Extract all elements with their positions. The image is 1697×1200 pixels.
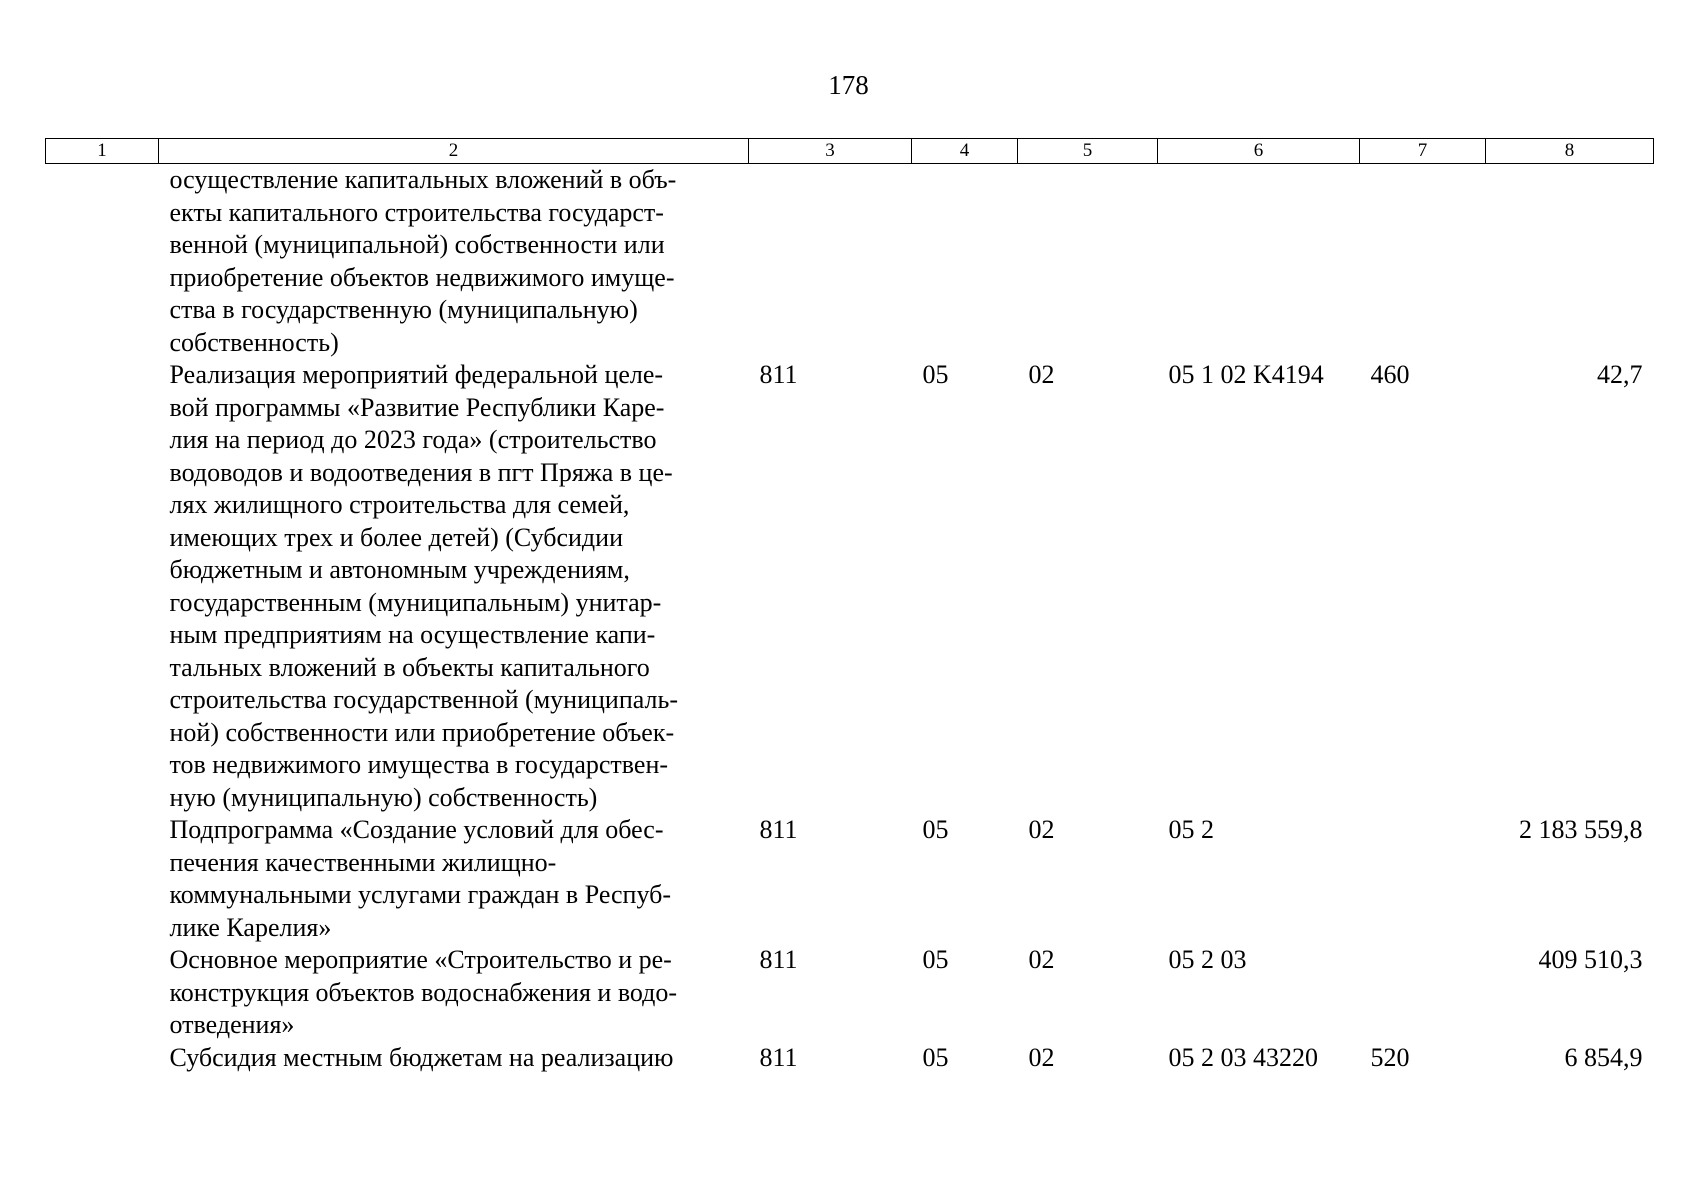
description-cell bbox=[159, 164, 749, 360]
section-code-cell: 05 bbox=[922, 945, 949, 974]
description-line: ной) собственности или приобретение объек- bbox=[169, 717, 675, 747]
description-line: ную (муниципальную) собственность) bbox=[169, 782, 598, 812]
description-cell bbox=[159, 814, 749, 944]
section-code-cell: 05 bbox=[922, 1042, 949, 1072]
column-header-4: 4 bbox=[912, 139, 1018, 164]
description-line: государственным (муниципальным) унитар- bbox=[169, 587, 662, 617]
expense-type-cell: 520 bbox=[1370, 1042, 1410, 1072]
column-number-header-row bbox=[46, 139, 1654, 164]
description-line: Основное мероприятие «Строительство и ре- bbox=[169, 945, 672, 974]
description-line: приобретение объектов недвижимого имуще- bbox=[169, 262, 675, 292]
section-code-cell: 05 bbox=[922, 815, 949, 844]
table-body bbox=[46, 164, 1654, 1075]
table-row bbox=[46, 164, 1654, 360]
description-line: бюджетным и автономным учреждениям, bbox=[169, 555, 630, 584]
expense-type-cell: 460 bbox=[1370, 360, 1410, 389]
target-article-cell: 05 1 02 K4194 bbox=[1168, 360, 1324, 389]
description-cell bbox=[159, 359, 749, 814]
description-line: екты капитального строительства государст- bbox=[169, 197, 664, 227]
column-header-1: 1 bbox=[46, 139, 159, 164]
table-row bbox=[46, 1042, 1654, 1075]
column-header-5: 5 bbox=[1018, 139, 1158, 164]
page-number: 178 bbox=[828, 70, 869, 100]
description-line: лике Карелия» bbox=[169, 912, 332, 942]
description-line: собственность) bbox=[169, 327, 339, 357]
description-line: отведения» bbox=[169, 1010, 295, 1039]
description-line: строительства государственной (муниципаль- bbox=[169, 685, 678, 714]
description-line: водоводов и водоотведения в пгт Пряжа в це- bbox=[169, 457, 673, 487]
row-number-cell bbox=[46, 814, 159, 944]
description-line: Субсидия местным бюджетам на реализацию bbox=[169, 1042, 674, 1072]
table-row bbox=[46, 359, 1654, 814]
expense-type-cell bbox=[1360, 814, 1486, 944]
ministry-code-cell bbox=[749, 164, 912, 360]
description-line: венной (муниципальной) собственности или bbox=[169, 230, 665, 259]
subsection-code-cell: 02 bbox=[1028, 945, 1055, 974]
section-code-cell bbox=[912, 164, 1018, 360]
expense-type-cell bbox=[1360, 164, 1486, 360]
target-article-cell: 05 2 03 bbox=[1168, 945, 1247, 974]
column-header-2: 2 bbox=[159, 139, 749, 164]
ministry-code-cell: 811 bbox=[759, 1042, 798, 1072]
target-article-cell: 05 2 bbox=[1168, 815, 1214, 844]
column-header-7: 7 bbox=[1360, 139, 1486, 164]
target-article-cell: 05 2 03 43220 bbox=[1168, 1042, 1318, 1072]
amount-cell: 42,7 bbox=[1597, 360, 1643, 389]
description-line: ным предприятиям на осуществление капи- bbox=[169, 620, 656, 649]
description-cell bbox=[159, 944, 749, 1042]
description-line: ства в государственную (муниципальную) bbox=[169, 295, 638, 324]
row-number-cell bbox=[46, 359, 159, 814]
description-line: лях жилищного строительства для семей, bbox=[169, 490, 630, 519]
column-header-8: 8 bbox=[1486, 139, 1654, 164]
target-article-cell bbox=[1158, 164, 1360, 360]
row-number-cell bbox=[46, 1042, 159, 1075]
description-line: тов недвижимого имущества в государствен- bbox=[169, 750, 669, 779]
subsection-code-cell: 02 bbox=[1028, 815, 1055, 844]
description-line: Реализация мероприятий федеральной целе- bbox=[169, 360, 664, 389]
section-code-cell: 05 bbox=[922, 360, 949, 389]
expense-type-cell bbox=[1360, 944, 1486, 1042]
budget-table bbox=[45, 138, 1654, 1074]
row-number-cell bbox=[46, 944, 159, 1042]
description-line: лия на период до 2023 года» (строительство bbox=[169, 425, 657, 454]
ministry-code-cell: 811 bbox=[759, 815, 798, 844]
description-cell bbox=[159, 1042, 749, 1075]
description-line: вой программы «Развитие Республики Каре- bbox=[169, 392, 665, 422]
amount-cell bbox=[1486, 164, 1654, 360]
description-line: печения качественными жилищно- bbox=[169, 847, 557, 877]
description-line: осуществление капитальных вложений в объ- bbox=[169, 165, 677, 194]
amount-cell: 409 510,3 bbox=[1538, 945, 1643, 974]
subsection-code-cell: 02 bbox=[1028, 360, 1055, 389]
description-line: имеющих трех и более детей) (Субсидии bbox=[169, 522, 623, 552]
amount-cell: 2 183 559,8 bbox=[1519, 815, 1643, 844]
table-row bbox=[46, 944, 1654, 1042]
row-number-cell bbox=[46, 164, 159, 360]
ministry-code-cell: 811 bbox=[759, 945, 798, 974]
column-header-6: 6 bbox=[1158, 139, 1360, 164]
description-line: тальных вложений в объекты капитального bbox=[169, 652, 650, 682]
subsection-code-cell: 02 bbox=[1028, 1042, 1055, 1072]
description-line: конструкция объектов водоснабжения и водо- bbox=[169, 977, 678, 1007]
description-line: коммунальными услугами граждан в Респуб- bbox=[169, 880, 672, 909]
ministry-code-cell: 811 bbox=[759, 360, 798, 389]
amount-cell: 6 854,9 bbox=[1564, 1042, 1643, 1072]
description-line: Подпрограмма «Создание условий для обес- bbox=[169, 815, 664, 844]
table-row bbox=[46, 814, 1654, 944]
subsection-code-cell bbox=[1018, 164, 1158, 360]
column-header-3: 3 bbox=[749, 139, 912, 164]
